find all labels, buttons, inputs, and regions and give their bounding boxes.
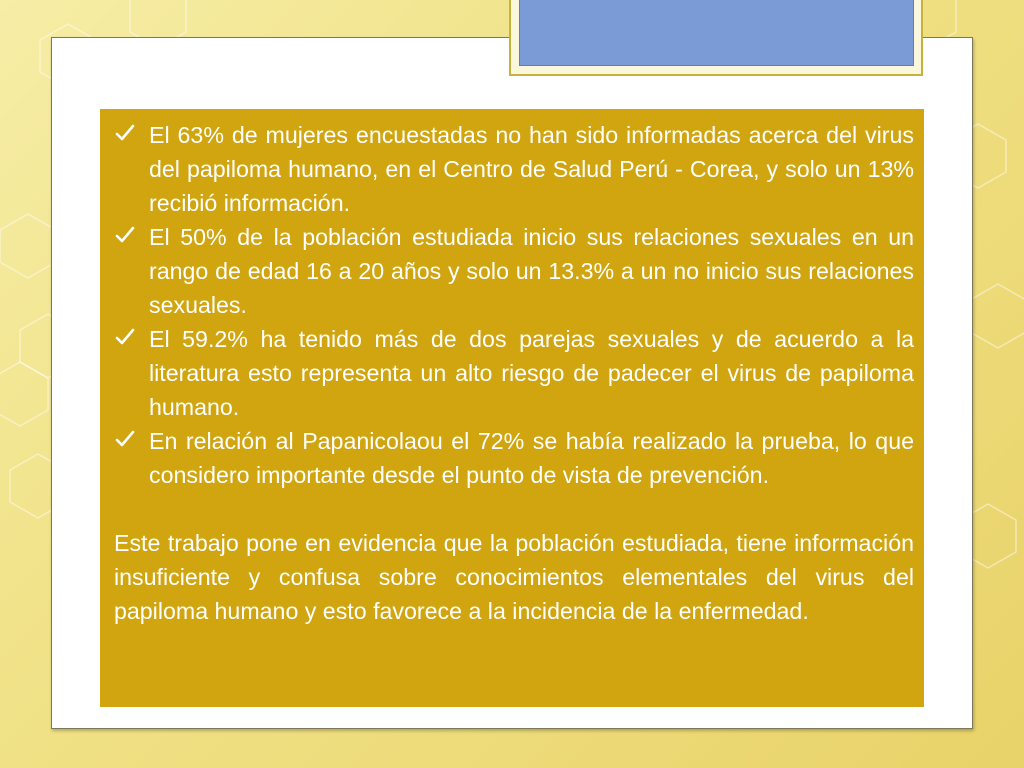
bullet-text: El 59.2% ha tenido más de dos parejas sexuales y de acuerdo a la literatura esto representa un alto riesgo de padecer el virus de papiloma humano.: [149, 326, 914, 420]
findings-list: [114, 118, 914, 492]
list-item: [114, 118, 914, 220]
checkmark-icon: [115, 123, 135, 143]
title-placeholder: [519, 0, 914, 66]
bullet-text: El 63% de mujeres encuestadas no han sido informadas acerca del virus del papiloma humano, en el Centro de Salud Perú - Corea, y solo un 13% recibió información.: [149, 122, 914, 216]
checkmark-icon: [115, 327, 135, 347]
bullet-text: El 50% de la población estudiada inicio sus relaciones sexuales en un rango de edad 16 a 20 años y solo un 13.3% a un no inicio sus relaciones sexuales.: [149, 224, 914, 318]
content-box: [100, 109, 924, 707]
checkmark-icon: [115, 429, 135, 449]
checkmark-icon: [115, 225, 135, 245]
bullet-text: En relación al Papanicolaou el 72% se había realizado la prueba, lo que considero importante desde el punto de vista de prevención.: [149, 428, 914, 488]
list-item: [114, 322, 914, 424]
list-item: [114, 424, 914, 492]
list-item: [114, 220, 914, 322]
conclusion-paragraph: Este trabajo pone en evidencia que la población estudiada, tiene información insuficiente y confusa sobre conocimientos elementales del virus del papiloma humano y esto favorece a la incidencia de la enfermedad.: [114, 530, 914, 624]
